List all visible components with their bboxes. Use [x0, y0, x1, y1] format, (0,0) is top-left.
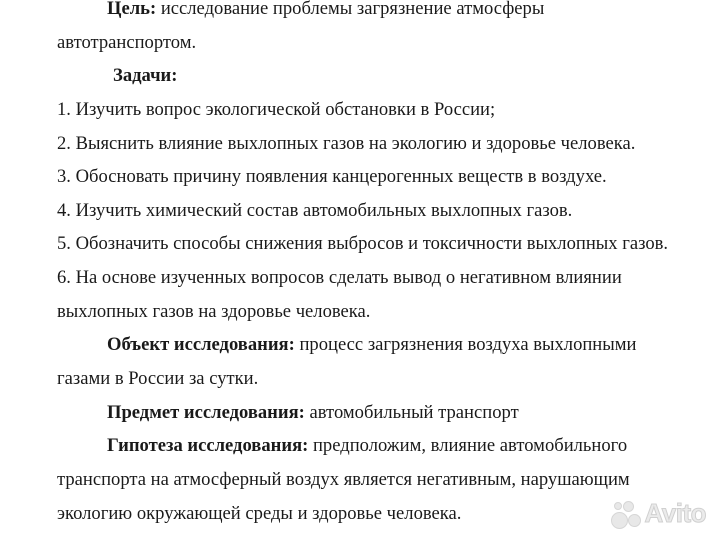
task-item-5: 5. Обозначить способы снижения выбросов и токсичности выхлопных газов. — [57, 233, 669, 255]
subject-text: автомобильный транспорт — [304, 401, 519, 423]
object-text: процесс загрязнения воздуха выхлопными — [294, 334, 637, 356]
task-item-6-cont: выхлопных газов на здоровье человека. — [57, 300, 371, 322]
tasks-heading — [0, 59, 720, 93]
goal-text: исследование проблемы загрязнение атмосферы — [156, 0, 545, 19]
task-item-4: 4. Изучить химический состав автомобильных выхлопных газов. — [57, 199, 573, 221]
goal-line — [0, 0, 720, 26]
task-item-2: 2. Выяснить влияние выхлопных газов на экологию и здоровье человека. — [57, 132, 636, 154]
task-item-1: 1. Изучить вопрос экологической обстановки в России; — [57, 98, 496, 120]
goal-line-cont: автотранспортом. — [57, 31, 197, 53]
object-line-cont: газами в России за сутки. — [57, 368, 259, 390]
subject-label: Предмет исследования: — [107, 401, 305, 423]
goal-label: Цель: — [107, 0, 157, 19]
hypothesis-label: Гипотеза исследования: — [107, 435, 309, 457]
task-item-3: 3. Обосновать причину появления канцерогенных веществ в воздухе. — [57, 166, 607, 188]
avito-watermark — [609, 498, 706, 529]
hypothesis-line-2: транспорта на атмосферный воздух является негативным, нарушающим — [57, 468, 630, 490]
hypothesis-line — [0, 429, 720, 463]
object-line — [0, 328, 720, 362]
hypothesis-line-3: экологию окружающей среды и здоровье человека. — [57, 502, 462, 524]
subject-line — [0, 396, 720, 430]
avito-watermark-text: Avito — [644, 498, 706, 528]
object-label: Объект исследования: — [107, 334, 295, 356]
hypothesis-text: предположим, влияние автомобильного — [308, 435, 628, 457]
avito-logo-icon — [609, 500, 641, 528]
task-item-6: 6. На основе изученных вопросов сделать вывод о негативном влиянии — [57, 267, 622, 289]
tasks-label: Задачи: — [113, 65, 178, 87]
